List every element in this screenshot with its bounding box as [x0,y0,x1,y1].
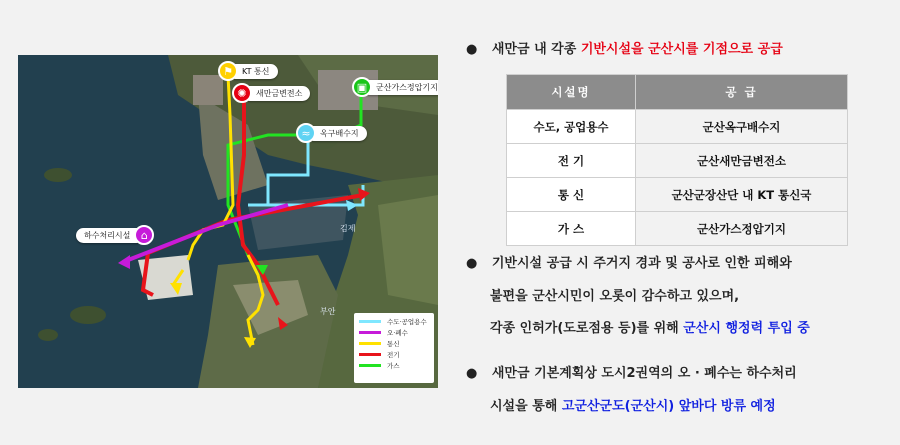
bullet-2-text-1: 기반시설 공급 시 주거지 경과 및 공사로 인한 피해와 [491,256,792,271]
water-icon: ≈ [296,123,316,143]
sewage-plant-label: 하수처리시설 [76,228,144,243]
supply-table [506,74,848,246]
bullet-dot: ● [466,366,478,381]
table-header-row [507,75,848,110]
gimje-label: 김제 [340,224,356,233]
legend-swatch [359,331,381,334]
bullet-dot: ● [466,42,478,57]
bullet-2-highlight: 군산시 행정력 투입 중 [683,321,810,336]
table-row [507,110,848,144]
legend-item-sewage [354,327,434,338]
gas-station-pin[interactable] [352,77,438,97]
legend-label: 수도·공업용수 [387,318,427,326]
antenna-icon: ⚑ [218,61,238,81]
table-row [507,144,848,178]
kt-telecom-label: KT 통신 [228,64,278,79]
substation-pin[interactable] [232,83,310,103]
buan-label: 부안 [320,307,336,316]
legend-item-water [354,316,434,327]
legend-label: 가스 [387,362,400,370]
sewage-plant-pin[interactable] [76,225,154,245]
facility-cell: 가 스 [507,212,636,246]
substation-label: 새만금변전소 [242,86,310,101]
kt-telecom-pin[interactable] [218,61,278,81]
supply-cell: 군산가스정압기지 [636,212,848,246]
legend-label: 전기 [387,351,400,359]
bullet-3-text-2: 시설을 통해 [490,399,562,414]
legend-swatch [359,353,381,356]
facility-cell: 수도, 공업용수 [507,110,636,144]
header-supply: 공 급 [636,75,848,110]
table-row [507,212,848,246]
bullet-3-line-1 [466,362,797,381]
table-row [507,178,848,212]
bullet-3-line-2 [490,395,776,414]
gas-station-label: 군산가스정압기지 [362,80,438,95]
water-reservoir-label: 옥구배수지 [306,126,367,141]
legend-swatch [359,364,381,367]
legend-swatch [359,342,381,345]
bullet-dot: ● [466,256,478,271]
legend-item-power [354,349,434,360]
bullet-2-line-1 [466,252,792,271]
facility-cell: 전 기 [507,144,636,178]
supply-cell: 군산새만금변전소 [636,144,848,178]
legend-item-telecom [354,338,434,349]
supply-cell: 군산옥구배수지 [636,110,848,144]
header-facility: 시설명 [507,75,636,110]
bullet-3-highlight: 고군산군도(군산시) 앞바다 방류 예정 [561,399,776,414]
bullet-2-text-3: 각종 인허가(도로점용 등)를 위해 [490,321,684,336]
power-icon: ✺ [232,83,252,103]
bullet-1 [466,38,783,57]
legend-label: 통신 [387,340,400,348]
sewage-icon: ⌂ [134,225,154,245]
legend-item-gas [354,360,434,371]
satellite-map [18,55,438,388]
supply-cell: 군산군장산단 내 KT 통신국 [636,178,848,212]
bullet-1-highlight: 기반시설을 군산시를 기점으로 공급 [580,42,783,57]
gas-icon: ▣ [352,77,372,97]
bullet-1-prefix: 새만금 내 각종 [491,42,581,57]
legend-swatch [359,320,381,323]
map-legend [354,313,434,383]
water-reservoir-pin[interactable] [296,123,367,143]
legend-label: 오·폐수 [387,329,408,337]
bullet-2-line-2: 불편을 군산시민이 오롯이 감수하고 있으며, [490,289,740,304]
bullet-2-line-3 [490,317,810,336]
facility-cell: 통 신 [507,178,636,212]
bullet-3-text-1: 새만금 기본계획상 도시2권역의 오 · 폐수는 하수처리 [491,366,797,381]
